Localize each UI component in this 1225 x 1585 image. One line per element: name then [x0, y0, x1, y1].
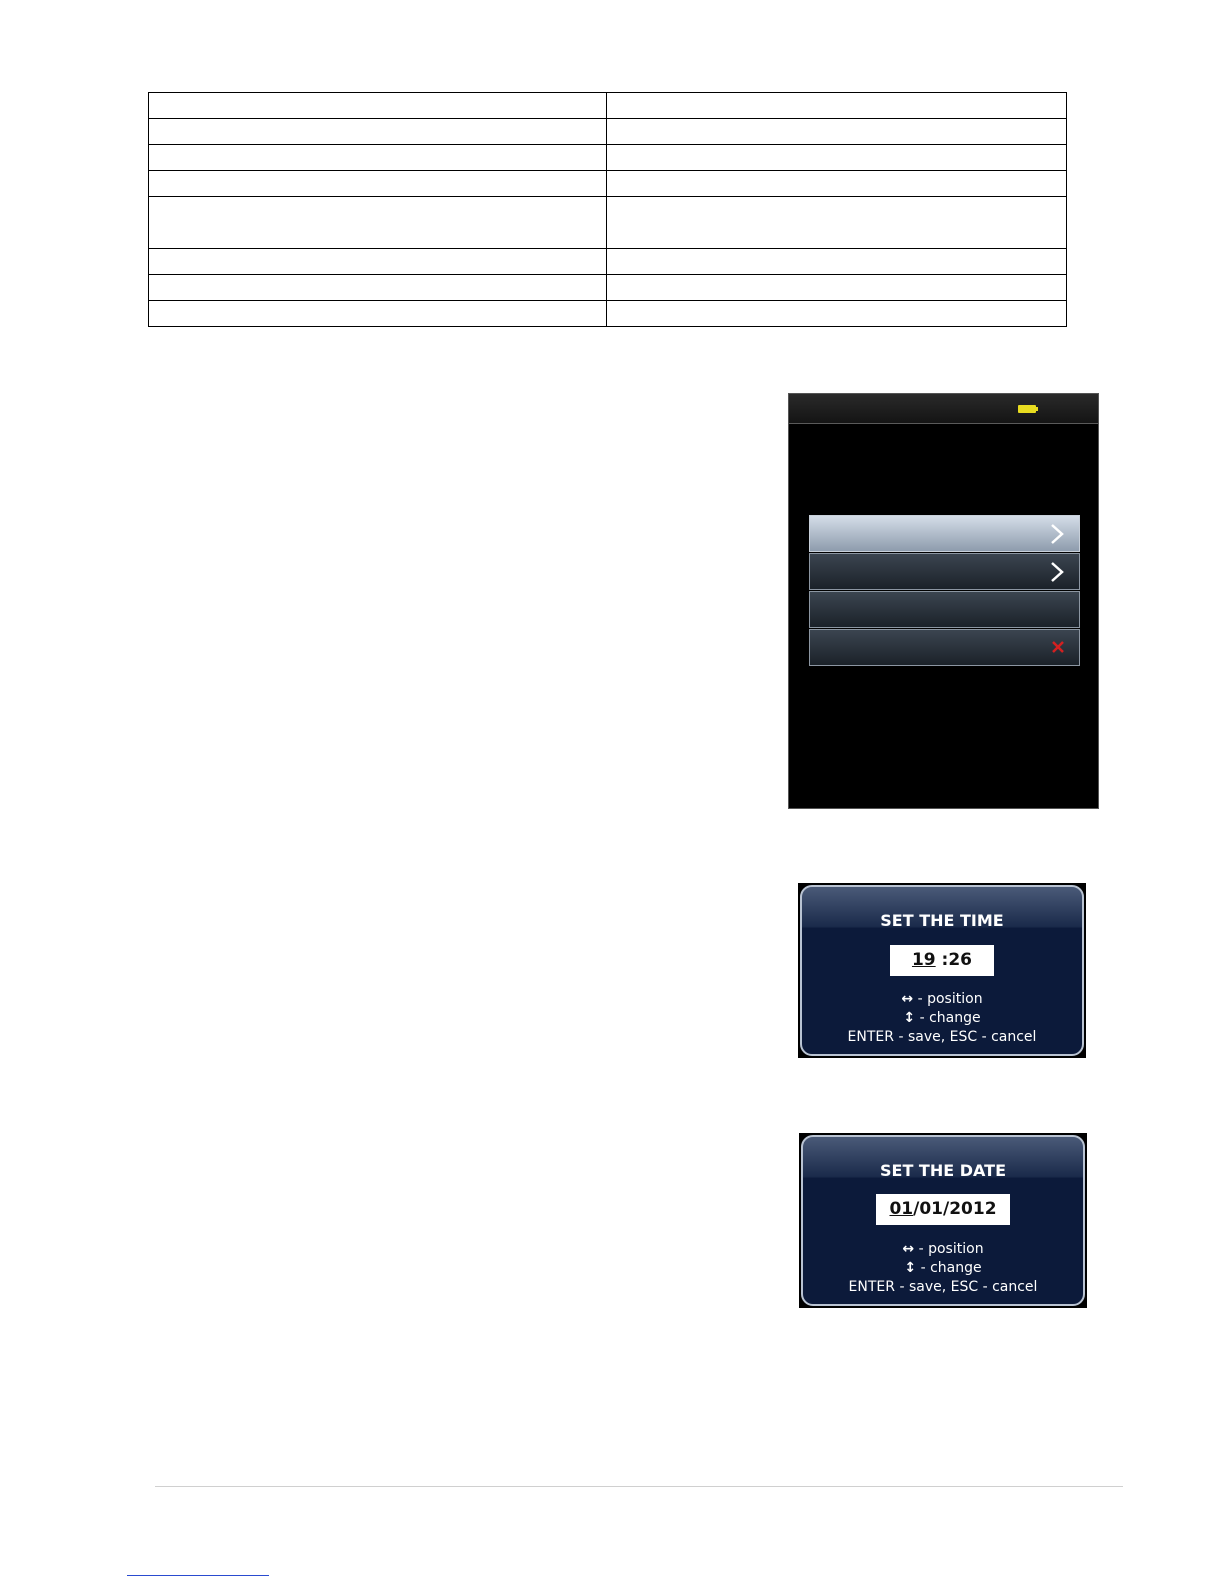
device-screen [788, 393, 1099, 809]
status-bar [789, 394, 1098, 424]
menu-list [809, 515, 1080, 667]
menu-item-1[interactable] [809, 515, 1080, 552]
table-cell [607, 93, 1067, 119]
left-right-arrow-icon: ↔ [902, 1241, 915, 1257]
table-row [149, 301, 1067, 327]
table-row [149, 275, 1067, 301]
hint-change-text: - change [915, 1010, 981, 1026]
up-down-arrow-icon: ↕ [903, 1010, 916, 1026]
table-cell [149, 145, 607, 171]
footer-link-underline[interactable] [127, 1575, 269, 1576]
table-cell [149, 301, 607, 327]
close-icon [1051, 639, 1065, 655]
table-cell [607, 301, 1067, 327]
hint-position [802, 990, 1082, 1009]
date-day: 01 [889, 1199, 914, 1219]
table-row [149, 249, 1067, 275]
set-time-dialog [798, 883, 1086, 1058]
table-cell [607, 275, 1067, 301]
table-row [149, 93, 1067, 119]
table-cell [149, 197, 607, 249]
dialog-title: SET THE TIME [880, 911, 1004, 930]
left-right-arrow-icon: ↔ [901, 991, 914, 1007]
hint-position-text: - position [914, 1241, 984, 1257]
hint-position-text: - position [913, 991, 983, 1007]
set-date-dialog [799, 1133, 1087, 1308]
date-input[interactable] [876, 1194, 1010, 1225]
table-cell [149, 275, 607, 301]
hint-change-text: - change [916, 1260, 982, 1276]
table-cell [607, 119, 1067, 145]
battery-icon [1018, 405, 1036, 413]
table-row [149, 197, 1067, 249]
menu-item-4[interactable] [809, 629, 1080, 666]
table-row [149, 171, 1067, 197]
hint-keys: ENTER - save, ESC - cancel [847, 1029, 1037, 1045]
footer-divider [155, 1486, 1123, 1487]
table-cell [607, 171, 1067, 197]
table-cell [607, 197, 1067, 249]
chevron-right-icon [1047, 561, 1067, 583]
chevron-right-icon [1047, 523, 1067, 545]
time-hours: 19 [911, 950, 936, 970]
table-row [149, 145, 1067, 171]
hint-change [802, 1009, 1082, 1028]
menu-item-3[interactable] [809, 591, 1080, 628]
table-row [149, 119, 1067, 145]
table-cell [149, 171, 607, 197]
menu-item-2[interactable] [809, 553, 1080, 590]
time-minutes: :26 [935, 950, 973, 970]
date-rest: /01/2012 [913, 1199, 997, 1219]
table-cell [149, 249, 607, 275]
table-cell [149, 119, 607, 145]
hint-position [803, 1240, 1083, 1259]
table-cell [149, 93, 607, 119]
table-cell [607, 145, 1067, 171]
up-down-arrow-icon: ↕ [904, 1260, 917, 1276]
time-input[interactable] [890, 945, 994, 976]
hint-keys: ENTER - save, ESC - cancel [848, 1279, 1038, 1295]
hint-change [803, 1259, 1083, 1278]
table-cell [607, 249, 1067, 275]
dialog-title: SET THE DATE [879, 1161, 1006, 1180]
empty-table [148, 92, 1067, 327]
